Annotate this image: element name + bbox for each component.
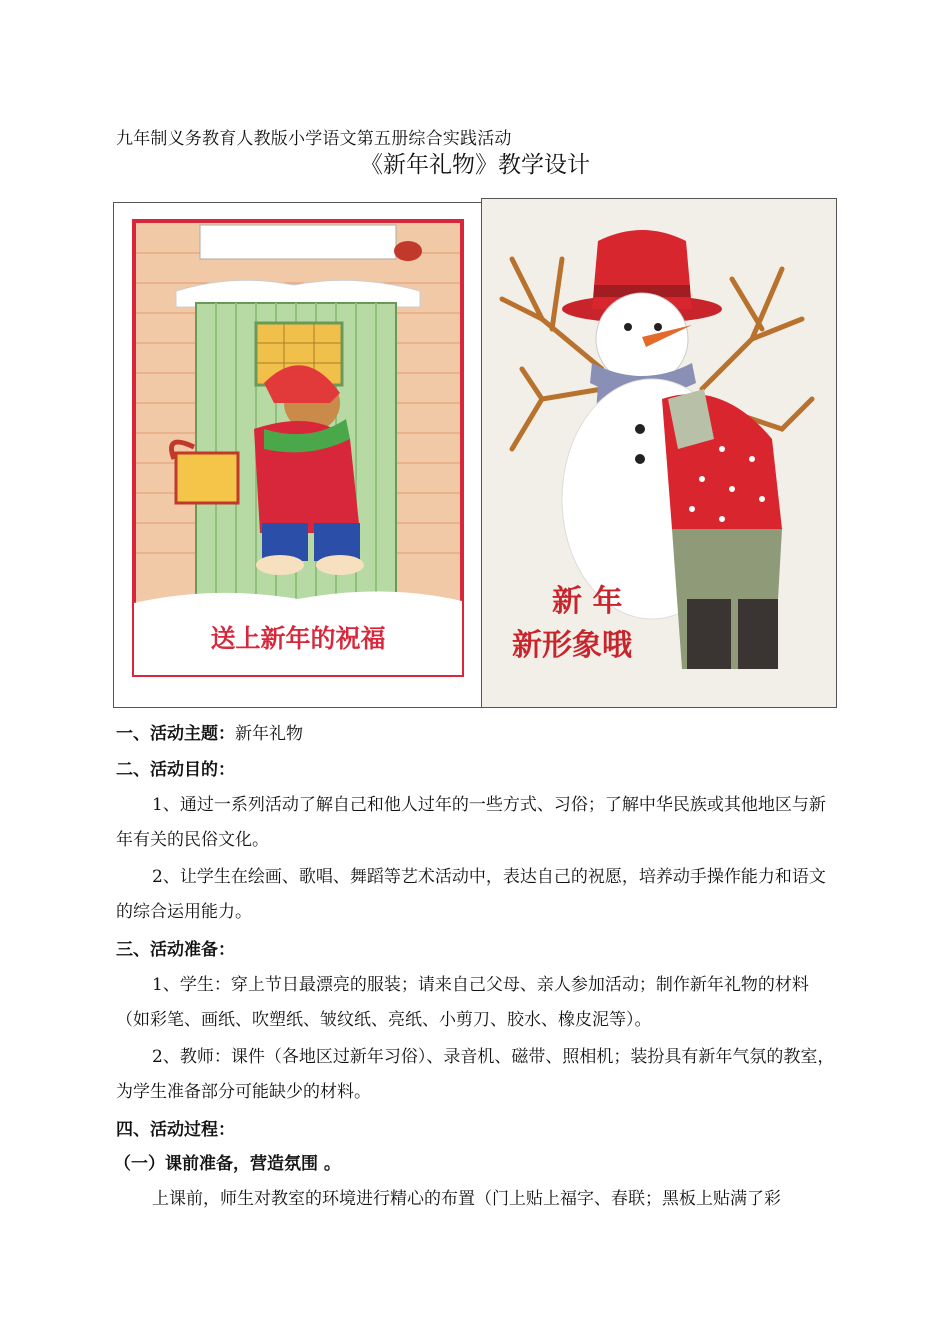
right-greeting-card	[481, 198, 837, 708]
section-1	[116, 722, 303, 746]
section-3-paragraph-2: 2、教师：课件（各地区过新年习俗）、录音机、磁带、照相机；装扮具有新年气氛的教室，为学生准备部分可能缺少的材料。	[116, 1047, 835, 1102]
section-1-heading: 一、活动主题：	[116, 724, 235, 744]
section-3-paragraph-1: 1、学生：穿上节日最漂亮的服装；请来自己父母、亲人参加活动；制作新年礼物的材料（如彩笔、画纸、吹塑纸、皱纹纸、亮纸、小剪刀、胶水、橡皮泥等）。	[116, 975, 809, 1030]
section-4-heading: 四、活动过程：	[116, 1120, 235, 1140]
document-title: 《新年礼物》教学设计	[360, 152, 590, 178]
section-3-heading: 三、活动准备：	[116, 940, 235, 960]
section-4-subheading-1: （一）课前准备，营造氛围 。	[114, 1154, 341, 1174]
document-subtitle: 九年制义务教育人教版小学语文第五册综合实践活动	[116, 129, 512, 149]
section-2-paragraph-2: 2、让学生在绘画、歌唱、舞蹈等艺术活动中，表达自己的祝愿，培养动手操作能力和语文的综合运用能力。	[116, 867, 826, 922]
right-card-line-2: 新形象哦	[512, 628, 632, 663]
right-card-line-1: 新 年	[552, 584, 623, 619]
section-2-heading: 二、活动目的：	[116, 760, 235, 780]
bear-door-illustration	[114, 203, 482, 707]
snowman-illustration	[482, 199, 836, 707]
left-greeting-card	[113, 202, 483, 708]
section-1-value: 新年礼物	[235, 724, 303, 744]
section-2-paragraph-1: 1、通过一系列活动了解自己和他人过年的一些方式、习俗；了解中华民族或其他地区与新年有关的民俗文化。	[116, 795, 826, 850]
section-4-paragraph-1: 上课前，师生对教室的环境进行精心的布置（门上贴上福字、春联；黑板上贴满了彩	[152, 1189, 781, 1209]
left-card-caption: 送上新年的祝福	[210, 624, 386, 653]
